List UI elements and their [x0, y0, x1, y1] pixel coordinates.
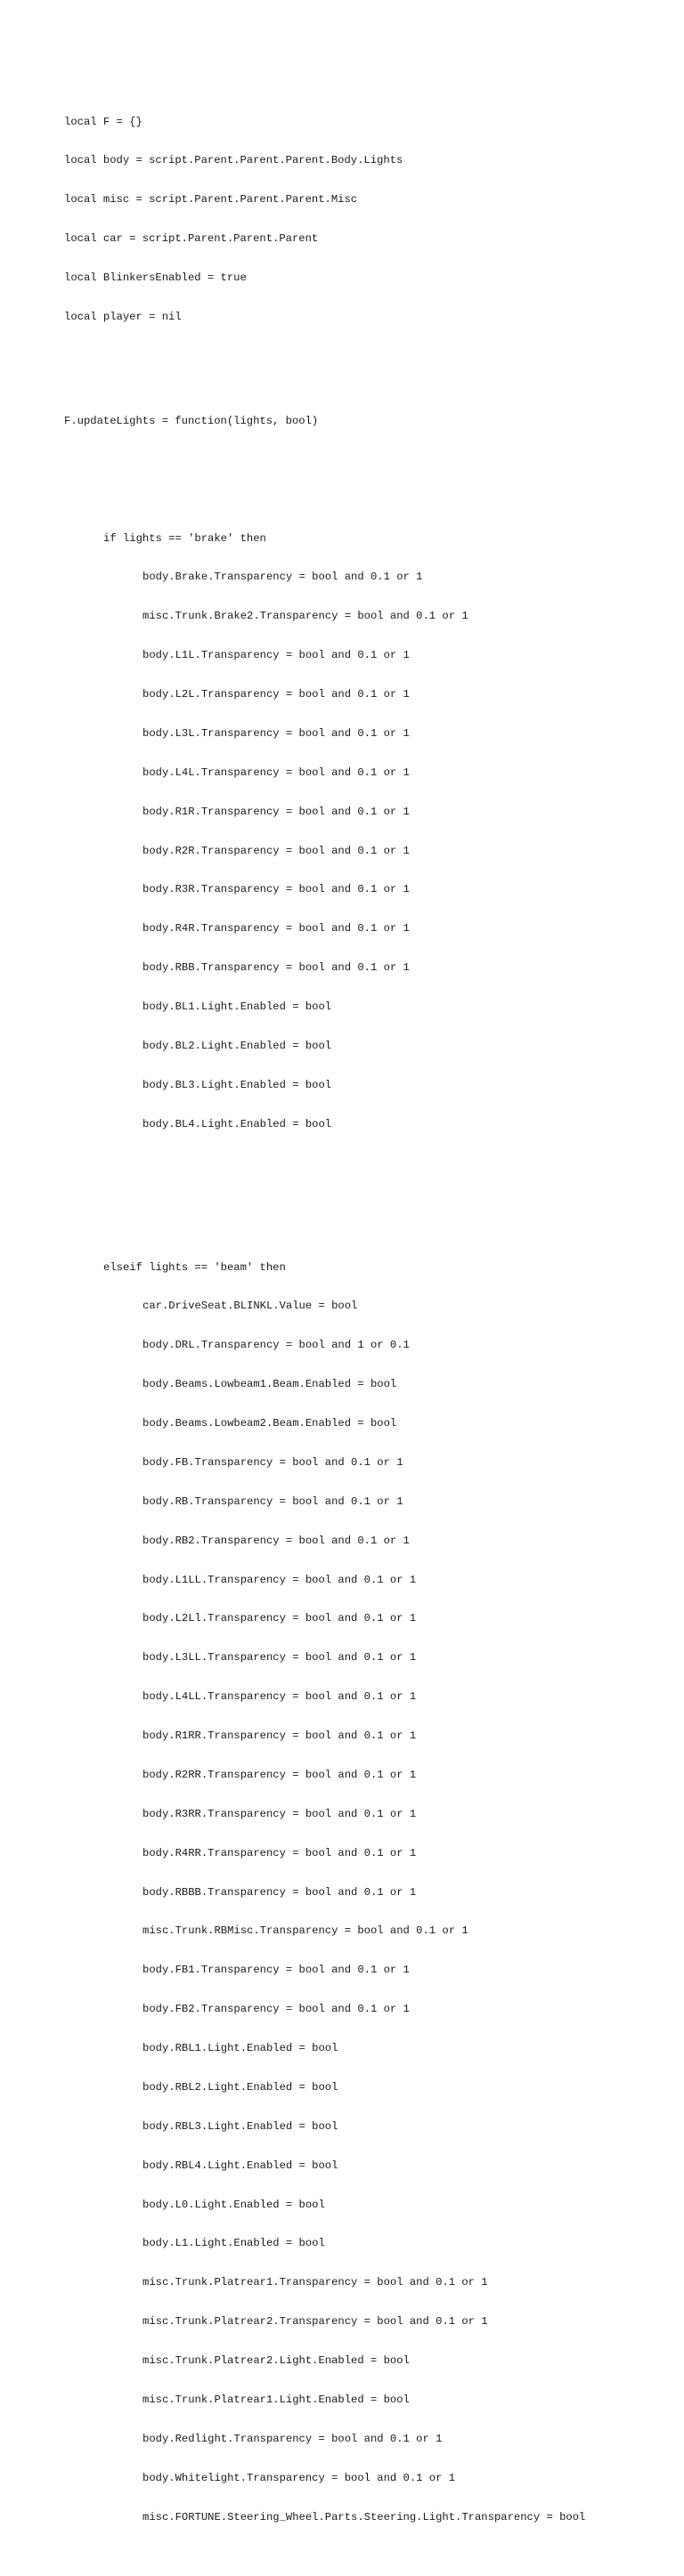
code-line: body.R4R.Transparency = bool and 0.1 or 1 [142, 922, 410, 936]
code-line: local misc = script.Parent.Parent.Parent.Misc [64, 193, 358, 207]
code-line: body.Brake.Transparency = bool and 0.1 or 1 [142, 571, 423, 584]
code-line: body.L3L.Transparency = bool and 0.1 or 1 [142, 726, 410, 740]
code-line: body.BL1.Light.Enabled = bool [142, 1000, 332, 1013]
code-line: body.RB.Transparency = bool and 0.1 or 1 [142, 1495, 403, 1508]
code-line: misc.Trunk.Brake2.Transparency = bool and 0.1 or 1 [142, 610, 468, 623]
code-line: misc.Trunk.RBMisc.Transparency = bool and 0.1 or 1 [142, 1924, 468, 1938]
function-declaration: F.updateLights = function(lights, bool) [64, 414, 319, 427]
code-line: body.RBL3.Light.Enabled = bool [142, 2119, 338, 2133]
blank-line [64, 1183, 585, 1196]
code-line: misc.Trunk.Platrear1.Light.Enabled = bool [142, 2393, 410, 2406]
code-line: body.RBBB.Transparency = bool and 0.1 or 1 [142, 1885, 417, 1899]
brake-block [64, 506, 585, 1156]
code-line: local body = script.Parent.Parent.Parent.Body.Lights [64, 154, 403, 167]
code-line: body.FB1.Transparency = bool and 0.1 or 1 [142, 1964, 410, 1977]
code-line: body.BL4.Light.Enabled = bool [142, 1117, 332, 1130]
code-line: body.Beams.Lowbeam2.Beam.Enabled = bool [142, 1417, 397, 1430]
code-line: body.L1.Light.Enabled = bool [142, 2237, 325, 2250]
code-line: car.DriveSeat.BLINKL.Value = bool [142, 1300, 358, 1313]
code-line: body.FB.Transparency = bool and 0.1 or 1 [142, 1455, 403, 1469]
blank-line [64, 376, 585, 389]
blank-line [64, 454, 585, 467]
code-line: misc.Trunk.Platrear2.Light.Enabled = bool [142, 2354, 410, 2367]
code-line: local BlinkersEnabled = true [64, 271, 247, 284]
code-line: body.Beams.Lowbeam1.Beam.Enabled = bool [142, 1378, 397, 1391]
code-line: body.RBL2.Light.Enabled = bool [142, 2080, 338, 2094]
beam-condition: elseif lights == 'beam' then [103, 1260, 286, 1274]
code-line: body.L0.Light.Enabled = bool [142, 2198, 325, 2211]
code-line: body.L2L.Transparency = bool and 0.1 or 1 [142, 688, 410, 701]
code-line: body.Redlight.Transparency = bool and 0.1 or 1 [142, 2432, 443, 2445]
code-line: body.R3RR.Transparency = bool and 0.1 or 1 [142, 1807, 417, 1820]
code-line: body.DRL.Transparency = bool and 1 or 0.1 [142, 1339, 410, 1352]
code-line: body.L1LL.Transparency = bool and 0.1 or 1 [142, 1573, 417, 1586]
code-line: local player = nil [64, 310, 182, 323]
code-listing [64, 63, 585, 2576]
code-line: body.R4RR.Transparency = bool and 0.1 or 1 [142, 1846, 417, 1859]
code-line: body.L3LL.Transparency = bool and 0.1 or 1 [142, 1651, 417, 1665]
code-line: body.FB2.Transparency = bool and 0.1 or 1 [142, 2003, 410, 2016]
code-line: local F = {} [64, 115, 142, 128]
code-line: body.BL2.Light.Enabled = bool [142, 1039, 332, 1052]
code-line: body.L1L.Transparency = bool and 0.1 or 1 [142, 649, 410, 662]
brake-condition: if lights == 'brake' then [103, 531, 266, 545]
code-line: body.R2R.Transparency = bool and 0.1 or 1 [142, 844, 410, 857]
code-line: body.BL3.Light.Enabled = bool [142, 1078, 332, 1091]
code-line: body.L2Ll.Transparency = bool and 0.1 or 1 [142, 1612, 417, 1625]
code-line: local car = script.Parent.Parent.Parent [64, 232, 319, 246]
code-line: body.R2RR.Transparency = bool and 0.1 or 1 [142, 1768, 417, 1781]
code-line: misc.Trunk.Platrear2.Transparency = bool and 0.1 or 1 [142, 2315, 488, 2329]
code-line: body.RB2.Transparency = bool and 0.1 or 1 [142, 1534, 410, 1547]
code-line: body.RBB.Transparency = bool and 0.1 or 1 [142, 961, 410, 975]
code-line: body.Whitelight.Transparency = bool and 0.1 or 1 [142, 2471, 456, 2484]
code-line: body.R1R.Transparency = bool and 0.1 or 1 [142, 805, 410, 818]
code-line: body.R1RR.Transparency = bool and 0.1 or 1 [142, 1729, 417, 1742]
code-line: misc.FORTUNE.Steering_Wheel.Parts.Steering.Light.Transparency = bool [142, 2510, 586, 2523]
code-line: body.L4LL.Transparency = bool and 0.1 or 1 [142, 1690, 417, 1704]
code-line: misc.Trunk.Platrear1.Transparency = bool and 0.1 or 1 [142, 2276, 488, 2289]
code-line: body.RBL4.Light.Enabled = bool [142, 2159, 338, 2172]
code-line: body.RBL1.Light.Enabled = bool [142, 2042, 338, 2054]
header-block [64, 89, 585, 350]
code-line: body.R3R.Transparency = bool and 0.1 or 1 [142, 883, 410, 896]
beam-block [64, 1235, 585, 2549]
code-line: body.L4L.Transparency = bool and 0.1 or 1 [142, 766, 410, 779]
